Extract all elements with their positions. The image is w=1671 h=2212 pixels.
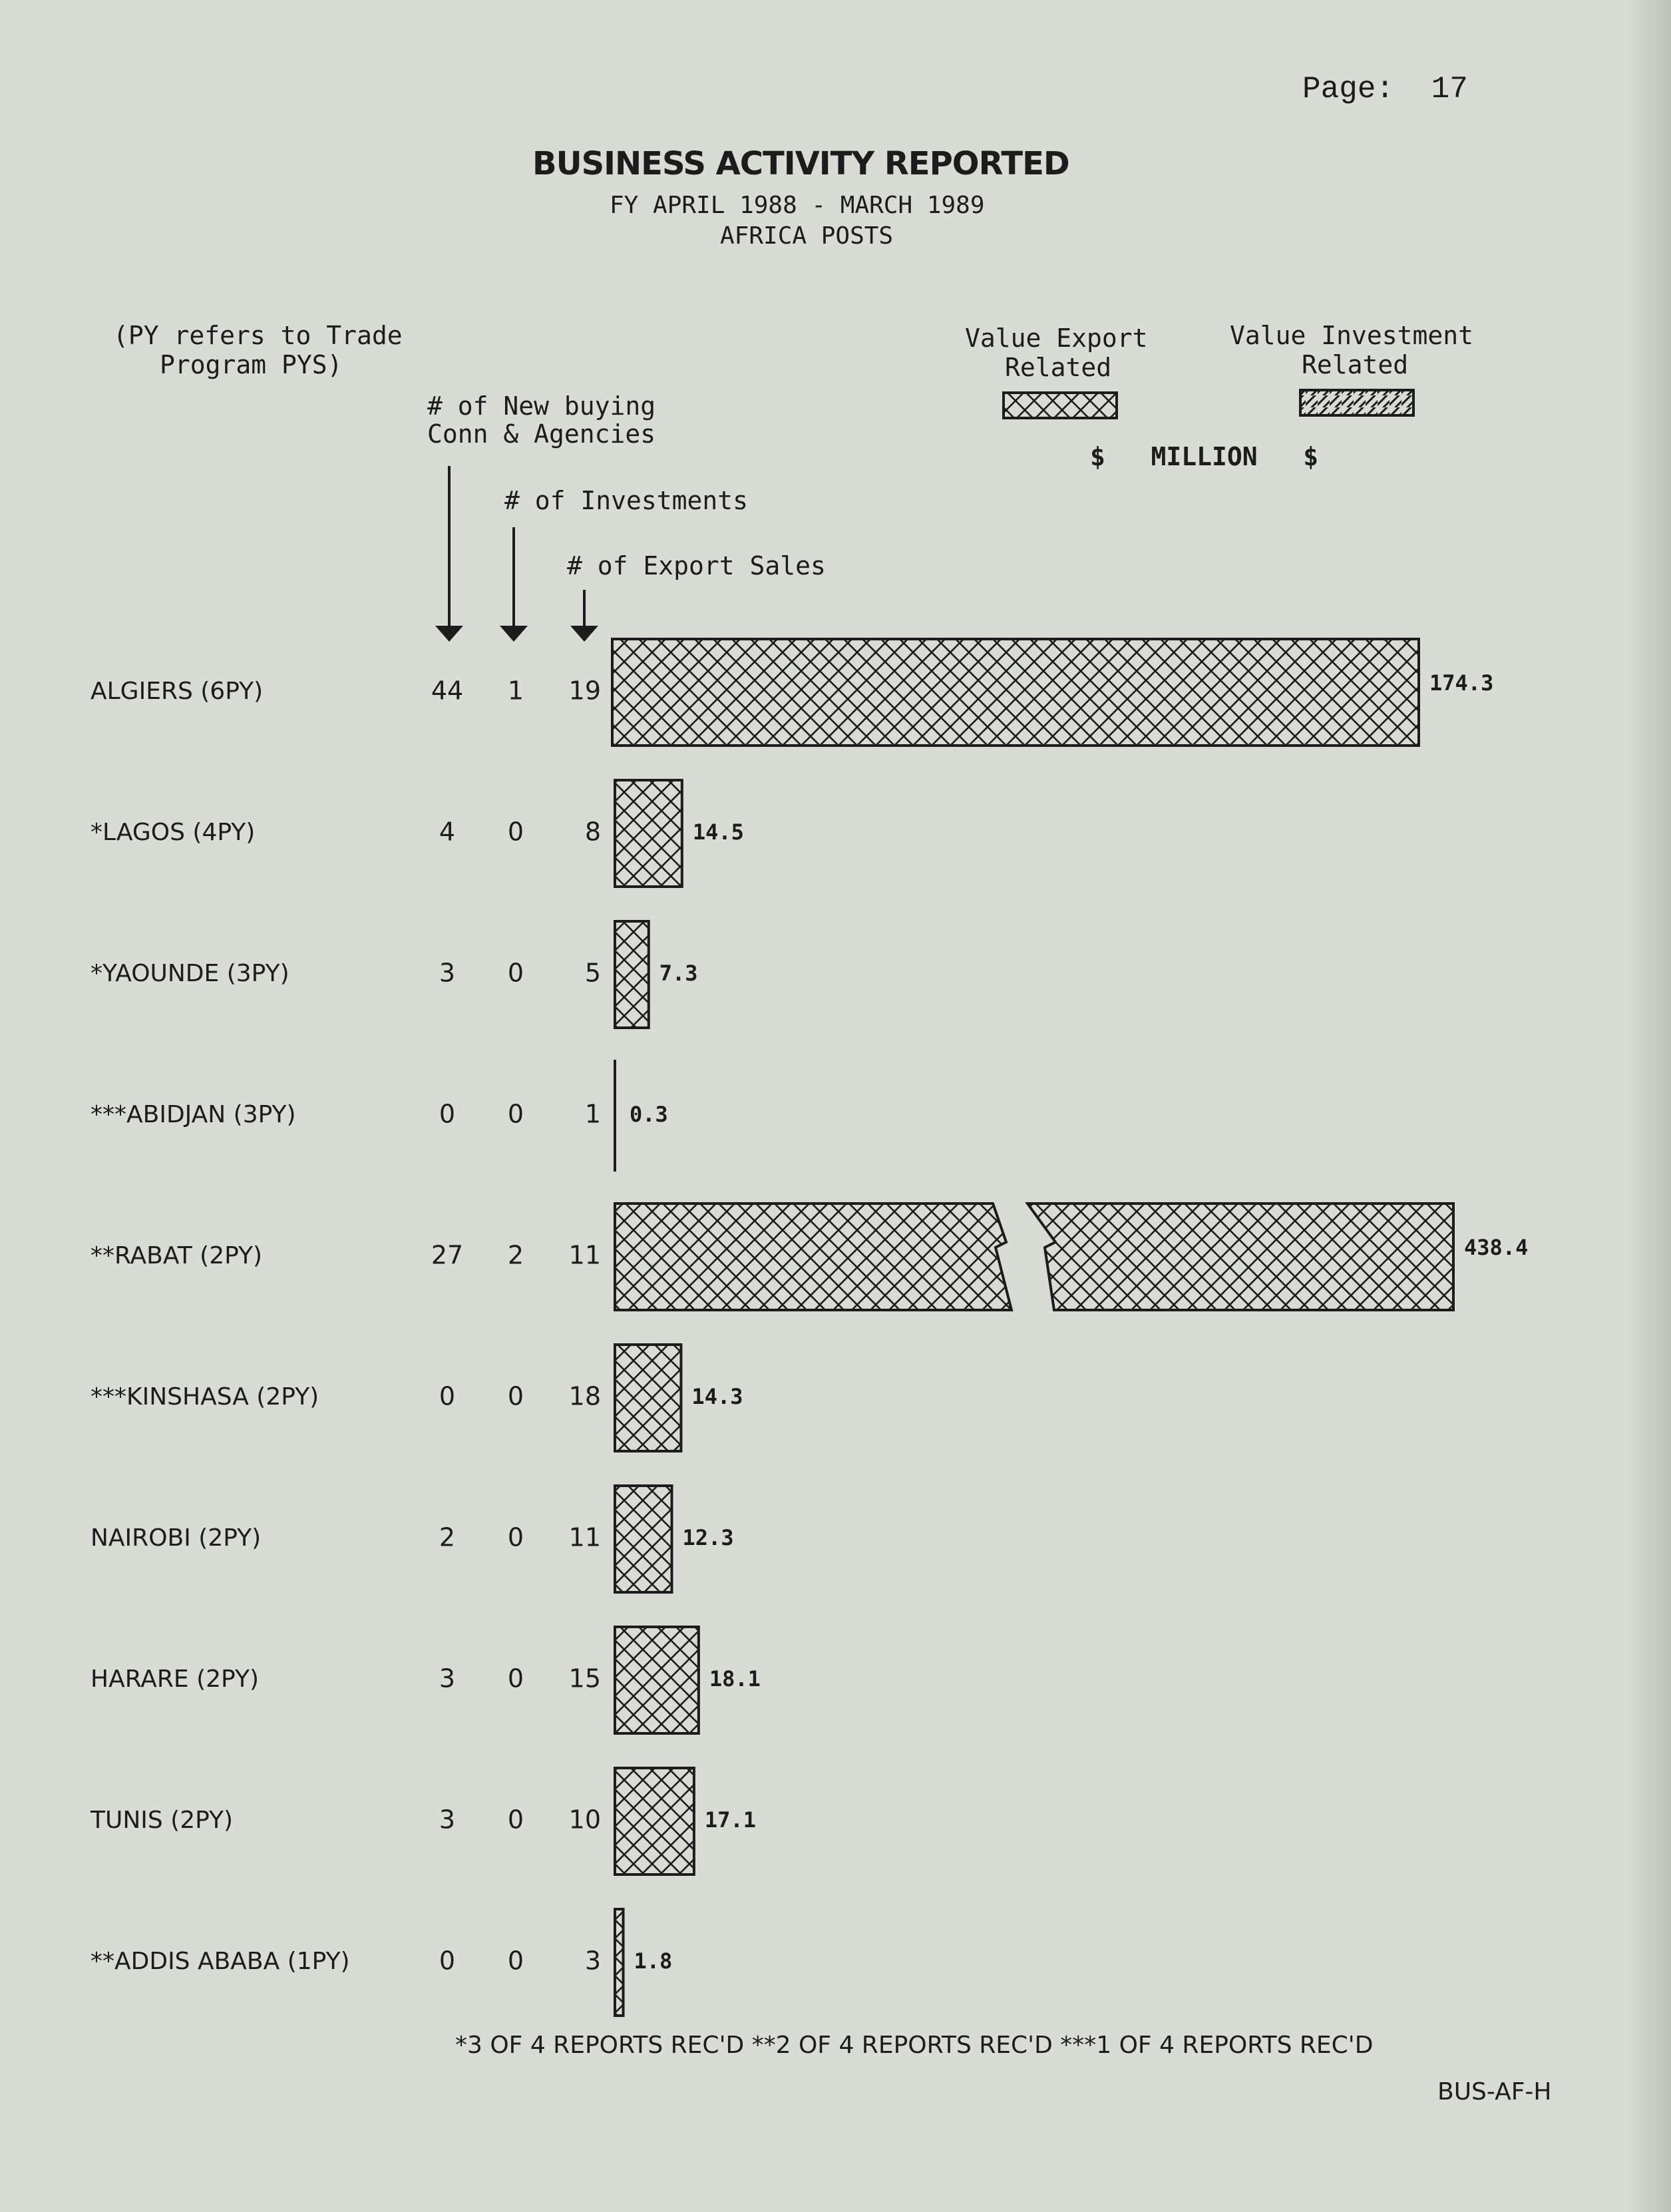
legend-export-line1: Value Export [965,324,1148,353]
new-buying-count: 0 [439,1099,456,1129]
footnote: *3 OF 4 REPORTS REC'D **2 OF 4 REPORTS REC'D ***1 OF 4 REPORTS REC'D [455,2032,1374,2059]
py-note-line1: (PY refers to Trade [113,321,403,350]
legend-swatch-investment [1300,390,1413,415]
col-header-new-buying-line1: # of New buying [427,391,656,421]
chart-subtitle-region: AFRICA POSTS [720,222,894,250]
row-label: **RABAT (2PY) [91,1242,263,1269]
bar-value-label: 17.1 [704,1807,756,1833]
bar-export-value [615,1909,624,2016]
row-label: *LAGOS (4PY) [91,819,256,846]
export-sales-count: 5 [584,958,601,988]
bar-export-value [615,1627,699,1733]
page-number: 17 [1431,72,1468,107]
export-sales-count: 8 [584,817,601,847]
investment-count: 0 [507,1805,524,1835]
bar-value-label: 174.3 [1429,670,1494,696]
new-buying-count: 0 [439,1946,456,1976]
export-sales-count: 10 [568,1805,601,1835]
row-label: HARARE (2PY) [91,1665,259,1693]
row-label: **ADDIS ABABA (1PY) [91,1948,350,1975]
bar-export-value [615,921,649,1028]
bar-export-value [615,1345,681,1451]
new-buying-count: 44 [431,676,464,706]
investment-count: 0 [507,1381,524,1411]
export-sales-count: 3 [584,1946,601,1976]
legend-swatch-export [1004,393,1117,418]
page-edge-shadow [1624,0,1671,2212]
investment-count: 0 [507,817,524,847]
bar-value-label: 1.8 [634,1948,673,1974]
new-buying-count: 3 [439,1805,456,1835]
py-note-line2: Program PYS) [160,350,343,379]
new-buying-count: 4 [439,817,456,847]
row-label: NAIROBI (2PY) [91,1524,262,1552]
chart-subtitle-dates: FY APRIL 1988 - MARCH 1989 [610,192,985,219]
legend-invest-line1: Value Investment [1230,321,1474,350]
bar-value-label: 14.5 [692,819,744,845]
legend-export-line2: Related [1005,353,1112,382]
bar-value-label: 438.4 [1464,1235,1529,1260]
row-label: TUNIS (2PY) [91,1807,234,1834]
investment-count: 0 [507,1099,524,1129]
new-buying-count: 2 [439,1522,456,1552]
document-code: BUS-AF-H [1437,2078,1552,2105]
investment-count: 0 [507,1946,524,1976]
export-sales-count: 1 [584,1099,601,1129]
investment-count: 0 [507,958,524,988]
bar-export-value [615,1204,1012,1310]
bar-export-value-continued [1027,1204,1453,1310]
export-sales-count: 11 [568,1240,601,1270]
bar-value-label: 7.3 [659,961,698,986]
chart-rows [90,639,1528,2016]
page-label-text: Page: [1302,72,1395,107]
col-header-new-buying-line2: Conn & Agencies [427,419,656,449]
new-buying-count: 0 [439,1381,456,1411]
row-label: ***ABIDJAN (3PY) [91,1101,296,1128]
legend-invest-line2: Related [1302,350,1409,379]
export-sales-count: 19 [568,676,601,706]
bar-value-label: 14.3 [691,1384,743,1409]
arrow-new-buying [435,466,463,642]
bar-export-value [615,780,682,887]
new-buying-count: 3 [439,958,456,988]
export-sales-count: 15 [568,1663,601,1693]
row-label: ALGIERS (6PY) [91,678,264,705]
bar-value-label: 0.3 [630,1102,668,1127]
new-buying-count: 3 [439,1663,456,1693]
export-sales-count: 11 [568,1522,601,1552]
investment-count: 0 [507,1663,524,1693]
export-sales-count: 18 [568,1381,601,1411]
investment-count: 1 [507,676,524,706]
investment-count: 2 [507,1240,524,1270]
bar-export-value [615,1486,672,1592]
bar-value-label: 12.3 [682,1525,734,1550]
arrow-investments [500,527,528,642]
bar-export-value [612,639,1419,746]
arrow-export-sales [570,590,598,642]
new-buying-count: 27 [431,1240,464,1270]
col-header-investments: # of Investments [504,486,749,515]
row-label: *YAOUNDE (3PY) [91,960,289,987]
chart-title: BUSINESS ACTIVITY REPORTED [532,145,1069,182]
investment-count: 0 [507,1522,524,1552]
legend-units: $ MILLION $ [1090,442,1319,471]
bar-export-value [615,1768,694,1875]
col-header-export-sales: # of Export Sales [567,551,826,580]
bar-value-label: 18.1 [709,1666,761,1691]
row-label: ***KINSHASA (2PY) [91,1383,319,1411]
